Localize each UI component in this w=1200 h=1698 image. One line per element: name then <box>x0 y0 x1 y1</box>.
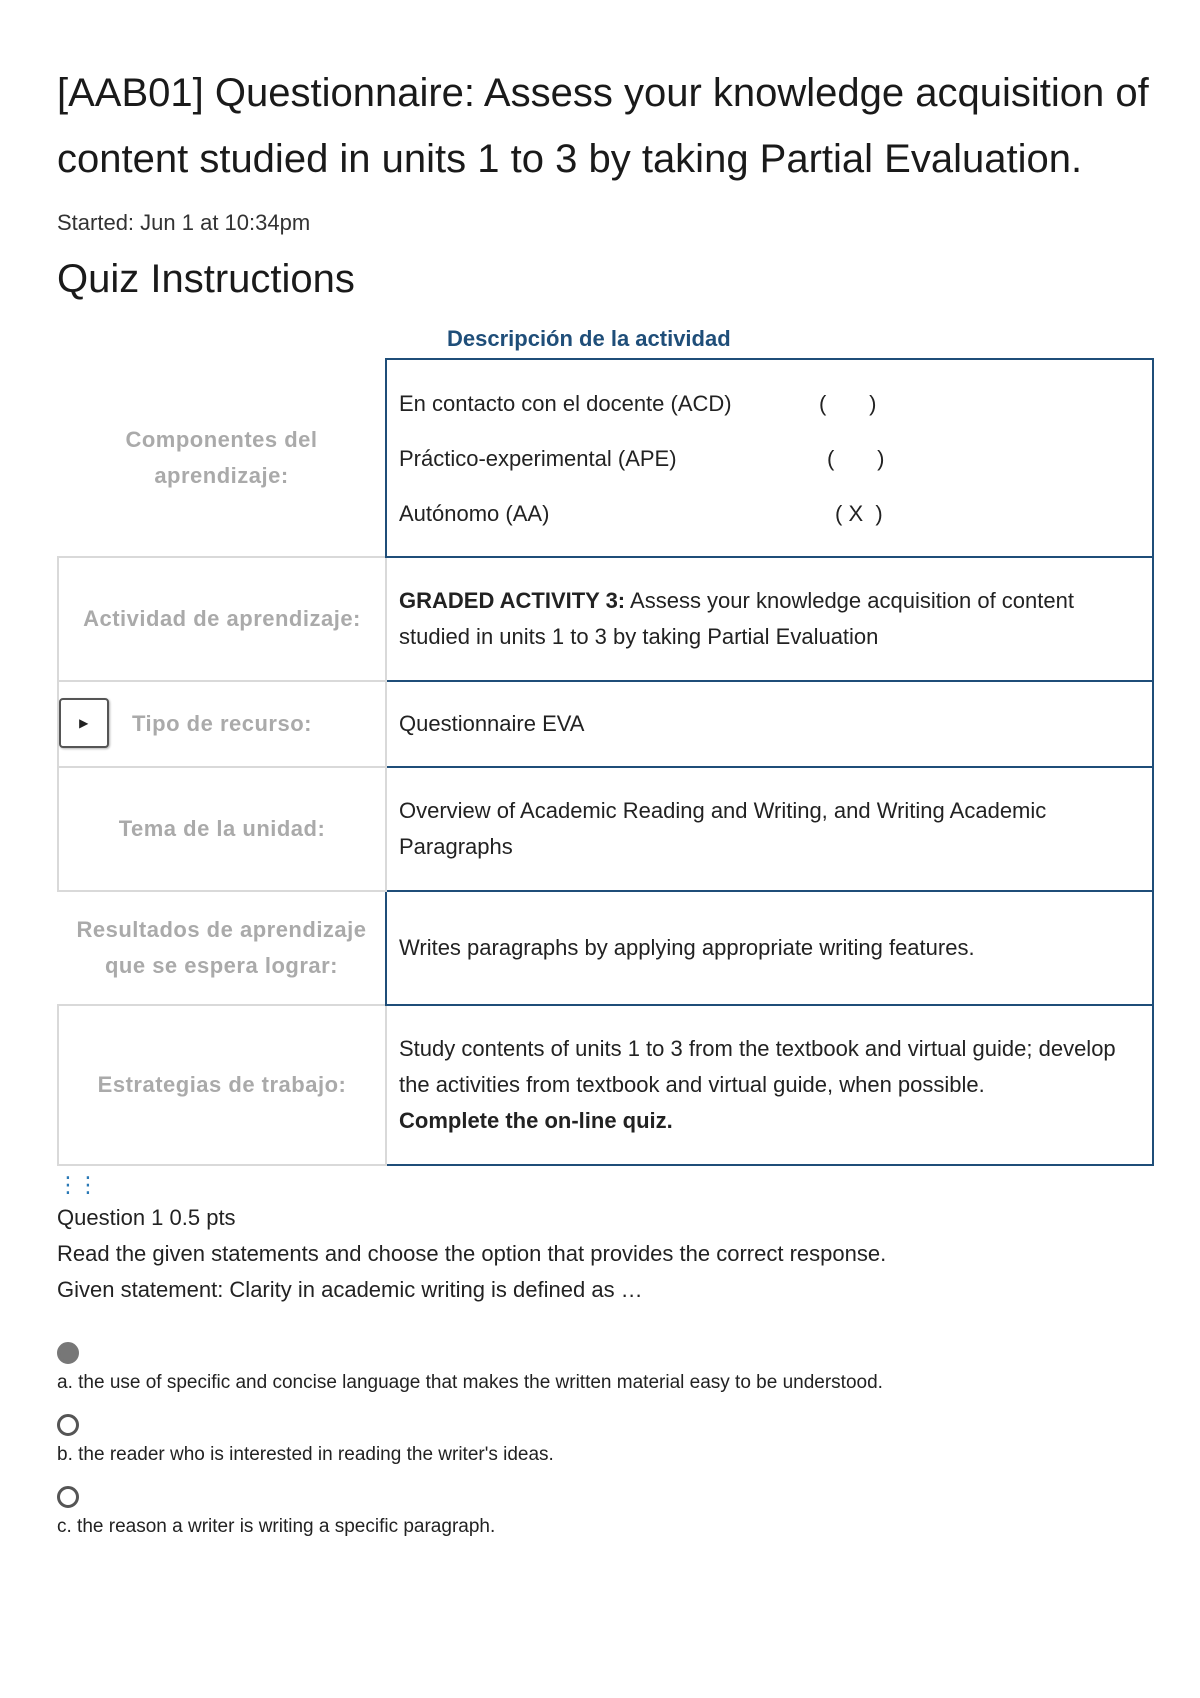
graded-activity-label: GRADED ACTIVITY 3: <box>399 588 626 613</box>
page-title: [AAB01] Questionnaire: Assess your knowledge acquisition of content studied in units 1 to 3 by taking Partial Evaluation. <box>57 71 1149 181</box>
component-item <box>399 376 1140 431</box>
answer-option[interactable] <box>57 1342 1157 1394</box>
component-item <box>399 486 1140 541</box>
answer-option[interactable] <box>57 1486 1157 1538</box>
question-statement: Given statement: Clarity in academic writing is defined as … <box>57 1277 643 1302</box>
answer-option-text: a. the use of specific and concise language that makes the written material easy to be understood. <box>57 1372 883 1393</box>
drag-handle-icon[interactable]: ⋮⋮ <box>57 1172 97 1197</box>
activity-table-title: Descripción de la actividad <box>447 326 731 351</box>
quiz-instructions-heading: Quiz Instructions <box>57 257 355 301</box>
label-resultados: Resultados de aprendizaje que se espera lograr: <box>76 917 367 978</box>
row-estrategias <box>58 1005 1153 1165</box>
answer-option[interactable] <box>57 1414 1157 1466</box>
answer-option-text: c. the reason a writer is writing a specific paragraph. <box>57 1516 496 1537</box>
label-tipo: Tipo de recurso: <box>132 711 312 736</box>
strategies-text: Study contents of units 1 to 3 from the textbook and virtual guide; develop the activities from textbook and virtual guide, when possible. <box>399 1036 1116 1097</box>
radio-selected-icon[interactable] <box>57 1342 79 1364</box>
value-tema: Overview of Academic Reading and Writing, and Writing Academic Paragraphs <box>386 767 1153 891</box>
answer-option-text: b. the reader who is interested in reading the writer's ideas. <box>57 1444 554 1465</box>
component-mark: ( ) <box>827 445 885 471</box>
row-actividad <box>58 557 1153 681</box>
question-header: Question 1 0.5 pts <box>57 1205 236 1230</box>
started-timestamp: Started: Jun 1 at 10:34pm <box>57 210 311 235</box>
activity-table <box>57 358 1154 1166</box>
radio-empty-icon[interactable] <box>57 1414 79 1436</box>
label-tema: Tema de la unidad: <box>58 767 386 891</box>
row-tema <box>58 767 1153 891</box>
strategies-bold: Complete the on-line quiz. <box>399 1108 673 1133</box>
label-tipo-cell <box>58 681 386 767</box>
row-resultados <box>58 891 1153 1005</box>
play-button[interactable] <box>59 698 109 748</box>
component-name: Autónomo (AA) <box>399 500 550 526</box>
value-actividad <box>386 557 1153 681</box>
component-mark: ( X ) <box>835 500 883 526</box>
component-name: Práctico-experimental (APE) <box>399 445 677 471</box>
row-componentes <box>58 359 1153 557</box>
answer-options <box>57 1342 1157 1538</box>
component-mark: ( ) <box>819 390 877 416</box>
row-tipo <box>58 681 1153 767</box>
play-icon: ▶ <box>79 716 89 730</box>
value-tipo: Questionnaire EVA <box>386 681 1153 767</box>
component-name: En contacto con el docente (ACD) <box>399 390 732 416</box>
quiz-page <box>57 60 1157 1558</box>
label-actividad: Actividad de aprendizaje: <box>58 557 386 681</box>
value-componentes <box>386 359 1153 557</box>
value-estrategias <box>386 1005 1153 1165</box>
label-componentes: Componentes del aprendizaje: <box>125 426 318 488</box>
question-prompt: Read the given statements and choose the option that provides the correct response. <box>57 1241 887 1266</box>
activity-description: Assess your knowledge acquisition of content studied in units 1 to 3 by taking Partial Evaluation <box>399 588 1074 649</box>
label-estrategias: Estrategias de trabajo: <box>58 1005 386 1165</box>
radio-empty-icon[interactable] <box>57 1486 79 1508</box>
component-item <box>399 431 1140 486</box>
value-resultados: Writes paragraphs by applying appropriate writing features. <box>386 891 1153 1005</box>
